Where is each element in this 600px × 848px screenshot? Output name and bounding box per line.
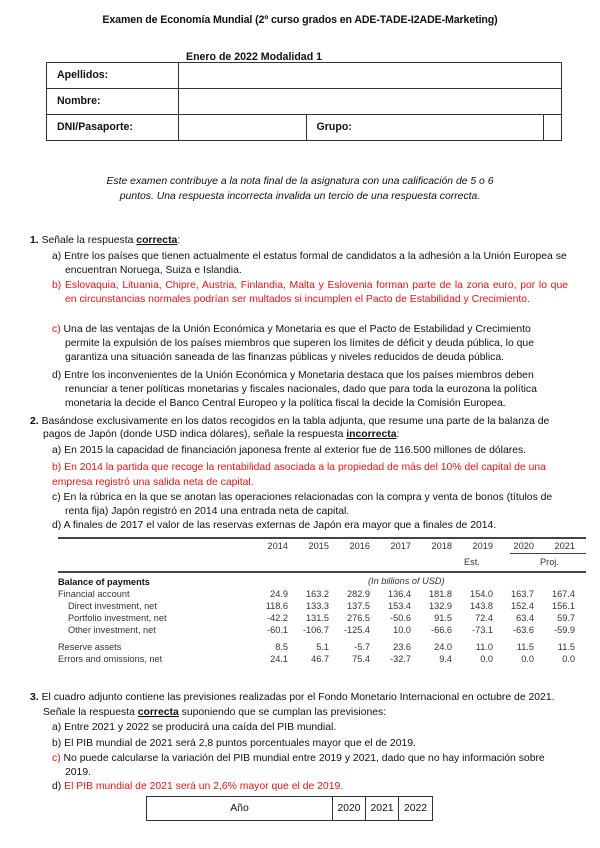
nombre-label: Nombre:: [47, 89, 179, 115]
year-header: 2014: [267, 541, 288, 551]
option-letter: a): [52, 445, 62, 456]
q2-option-b[interactable]: [52, 460, 568, 490]
prompt-text: El cuadro adjunto contiene las previsiones realizadas por el Fondo Monetario Internacional en octubre de 2021. Señale la respuesta: [41, 692, 555, 718]
q3-option-a[interactable]: [52, 721, 568, 735]
q2-option-a[interactable]: [52, 444, 568, 458]
prompt-suffix: :: [396, 429, 400, 441]
cell: 143.8: [470, 601, 493, 611]
cell: -63.6: [513, 625, 534, 635]
option-letter: a): [52, 722, 62, 733]
cell: 24.9: [270, 589, 288, 599]
q3-option-b[interactable]: [52, 737, 568, 751]
cell: -106.7: [302, 625, 329, 635]
option-text: A finales de 2017 el valor de las reservas externas de Japón era mayor que a finales de 2014.: [63, 520, 497, 531]
cell: 131.5: [306, 613, 329, 623]
prompt-text: Señale la respuesta: [41, 235, 137, 246]
exam-notice: [100, 174, 500, 204]
proj-rule: [510, 553, 586, 554]
cell: 72.4: [475, 613, 493, 623]
cell: 11.5: [557, 642, 575, 652]
row-label: Errors and omissions, net: [58, 654, 163, 664]
cell: 8.5: [275, 642, 288, 652]
option-text: Entre los inconvenientes de la Unión Económica y Monetaria destaca que los países miembros deben renunciar a tener políticas monetarias y fiscales nacionales, dado que para toda la eurozona la política monetaria la decide el Banco Central Europeo y la política fiscal la decide la Comisión Europea.: [64, 370, 537, 409]
cell: 136.4: [388, 589, 411, 599]
notice-line-2: puntos. Una respuesta incorrecta invalida un tercio de una respuesta correcta.: [119, 191, 481, 202]
year-header: 2015: [308, 541, 329, 551]
option-text: El PIB mundial de 2021 será un 2,6% mayor que el de 2019.: [64, 781, 344, 792]
cell: 137.5: [347, 601, 370, 611]
option-letter: a): [52, 251, 62, 262]
option-text: No puede calcularse la variación del PIB mundial entre 2019 y 2021, dado que no hay información sobre 2019.: [63, 753, 545, 778]
student-info-table: [46, 62, 562, 141]
nombre-field[interactable]: [178, 89, 561, 115]
prompt-text: Basándose exclusivamente en los datos recogidos en la tabla adjunta, que resume una parte de la balanza de pagos de Japón (donde USD indica dólares), señale la respuesta: [41, 416, 550, 441]
gdp-forecast-table: [146, 796, 433, 821]
question-1-prompt: [30, 234, 570, 247]
cell: 167.4: [552, 589, 575, 599]
cell: -60.1: [267, 625, 288, 635]
cell: -32.7: [390, 654, 411, 664]
cell: 5.1: [316, 642, 329, 652]
year-header: 2020: [513, 541, 534, 551]
anio-header: Año: [147, 797, 333, 821]
grupo-field[interactable]: [544, 115, 562, 141]
year-header: 2018: [431, 541, 452, 551]
section-title: Balance of payments: [58, 577, 150, 587]
cell: -50.6: [390, 613, 411, 623]
cell: 276.5: [347, 613, 370, 623]
exam-subtitle: Enero de 2022 Modalidad 1: [186, 51, 322, 63]
q2-option-c[interactable]: [52, 491, 568, 519]
cell: 154.0: [470, 589, 493, 599]
option-letter: c): [52, 492, 61, 503]
header-bottom-rule: [58, 571, 586, 573]
year-header: 2020: [333, 797, 366, 821]
cell: 91.5: [434, 613, 452, 623]
exam-title: Examen de Economía Mundial (2º curso grados en ADE-TADE-I2ADE-Marketing): [102, 14, 498, 26]
cell: 46.7: [311, 654, 329, 664]
prompt-keyword: correcta: [136, 235, 178, 246]
dni-label: DNI/Pasaporte:: [47, 115, 179, 141]
cell: 156.1: [552, 601, 575, 611]
table-row: [58, 653, 586, 665]
cell: -59.9: [554, 625, 575, 635]
q3-option-c[interactable]: [52, 752, 568, 780]
cell: 132.9: [429, 601, 452, 611]
option-letter: b): [52, 462, 62, 473]
prompt-suffix: suponiendo que se cumplan las previsiones:: [178, 707, 387, 718]
option-letter: d): [52, 781, 62, 792]
cell: 75.4: [352, 654, 370, 664]
cell: -66.6: [431, 625, 452, 635]
question-number: 1.: [30, 235, 39, 246]
cell: -125.4: [343, 625, 370, 635]
year-header: 2016: [349, 541, 370, 551]
cell: 181.8: [429, 589, 452, 599]
year-header: 2021: [366, 797, 399, 821]
option-text: El PIB mundial de 2021 será 2,8 puntos porcentuales mayor que el de 2019.: [64, 738, 416, 749]
cell: -42.2: [267, 613, 288, 623]
est-label: Est.: [464, 557, 480, 567]
table-row: [58, 600, 586, 612]
row-label: Reserve assets: [58, 642, 122, 652]
year-header: 2021: [554, 541, 575, 551]
question-3-prompt: [30, 690, 570, 720]
row-label: Portfolio investment, net: [68, 613, 167, 623]
q1-option-b[interactable]: [52, 279, 568, 307]
dni-field[interactable]: [178, 115, 306, 141]
cell: 0.0: [480, 654, 493, 664]
table-row: [58, 624, 586, 636]
option-letter: b): [52, 280, 62, 291]
row-label: Direct investment, net: [68, 601, 157, 611]
cell: 282.9: [347, 589, 370, 599]
table-top-rule: [58, 537, 586, 539]
q1-option-c[interactable]: [52, 323, 568, 365]
cell: 133.3: [306, 601, 329, 611]
option-letter: b): [52, 738, 62, 749]
question-2-prompt: [30, 415, 570, 442]
prompt-keyword: incorrecta: [346, 429, 397, 441]
question-number: 3.: [30, 692, 39, 703]
option-letter: c): [52, 324, 61, 335]
row-label: Other investment, net: [68, 625, 156, 635]
cell: 11.0: [475, 642, 493, 652]
cell: 11.5: [516, 642, 534, 652]
cell: 24.1: [270, 654, 288, 664]
option-letter: d): [52, 370, 62, 381]
option-letter: d): [52, 520, 62, 531]
cell: 152.4: [511, 601, 534, 611]
prompt-keyword: correcta: [137, 707, 179, 718]
cell: 153.4: [388, 601, 411, 611]
cell: 0.0: [521, 654, 534, 664]
q1-option-a[interactable]: [52, 250, 568, 278]
year-header: 2022: [399, 797, 433, 821]
q3-option-d[interactable]: [52, 780, 568, 794]
cell: 163.7: [511, 589, 534, 599]
grupo-label: Grupo:: [306, 115, 543, 141]
notice-line-1: Este examen contribuye a la nota final de la asignatura con una calificación de 5 o 6: [106, 176, 494, 187]
proj-label: Proj.: [540, 557, 559, 567]
cell: -5.7: [354, 642, 370, 652]
table-row: [58, 641, 586, 653]
option-text: En 2015 la capacidad de financiación japonesa frente al exterior fue de 116.500 millones de dólares.: [64, 445, 527, 456]
table-row: [58, 588, 586, 600]
q1-option-d[interactable]: [52, 369, 568, 411]
cell: -73.1: [472, 625, 493, 635]
cell: 10.0: [393, 625, 411, 635]
option-text: Entre los países que tienen actualmente el estatus formal de candidatos a la adhesión a la Unión Europea se encuentran Noruega, Suiza e Islandia.: [64, 251, 567, 276]
cell: 24.0: [434, 642, 452, 652]
cell: 59.7: [557, 613, 575, 623]
option-text: Eslovaquia, Lituania, Chipre, Austria, Finlandia, Malta y Eslovenia forman parte de la zona euro, por lo que en circunstancias normales podrían ser multados si incumplen el Pacto de Estabilidad y Crecimiento.: [64, 280, 569, 305]
option-text: En la rúbrica en la que se anotan las operaciones relacionadas con la compra y venta de bonos (títulos de renta fija) Japón registró en 2014 una entrada neta de capital.: [63, 492, 553, 517]
apellidos-field[interactable]: [178, 63, 561, 89]
table-row: [58, 612, 586, 624]
units-label: (In billions of USD): [368, 576, 445, 586]
cell: 9.4: [439, 654, 452, 664]
q2-option-d[interactable]: [52, 519, 568, 533]
cell: 23.6: [393, 642, 411, 652]
year-header: 2017: [390, 541, 411, 551]
year-header: 2019: [472, 541, 493, 551]
cell: 118.6: [265, 601, 288, 611]
row-label: Financial account: [58, 589, 130, 599]
option-text: Entre 2021 y 2022 se producirá una caída del PIB mundial.: [64, 722, 337, 733]
option-text: Una de las ventajas de la Unión Económica y Monetaria es que el Pacto de Estabilidad y Crecimiento permite la expulsión de los países miembros que superen los límites de déficit y deuda pública, lo que garantiza una situación saneada de las finanzas públicas y niveles reducidos de deuda pública.: [63, 324, 534, 363]
cell: 63.4: [516, 613, 534, 623]
question-number: 2.: [30, 416, 39, 427]
option-letter: c): [52, 753, 61, 764]
option-text: En 2014 la partida que recoge la rentabilidad asociada a la propiedad de más del 10% del capital de una empresa registró una salida neta de capital.: [52, 462, 546, 488]
prompt-suffix: :: [177, 235, 181, 246]
cell: 163.2: [306, 589, 329, 599]
cell: 0.0: [562, 654, 575, 664]
apellidos-label: Apellidos:: [47, 63, 179, 89]
